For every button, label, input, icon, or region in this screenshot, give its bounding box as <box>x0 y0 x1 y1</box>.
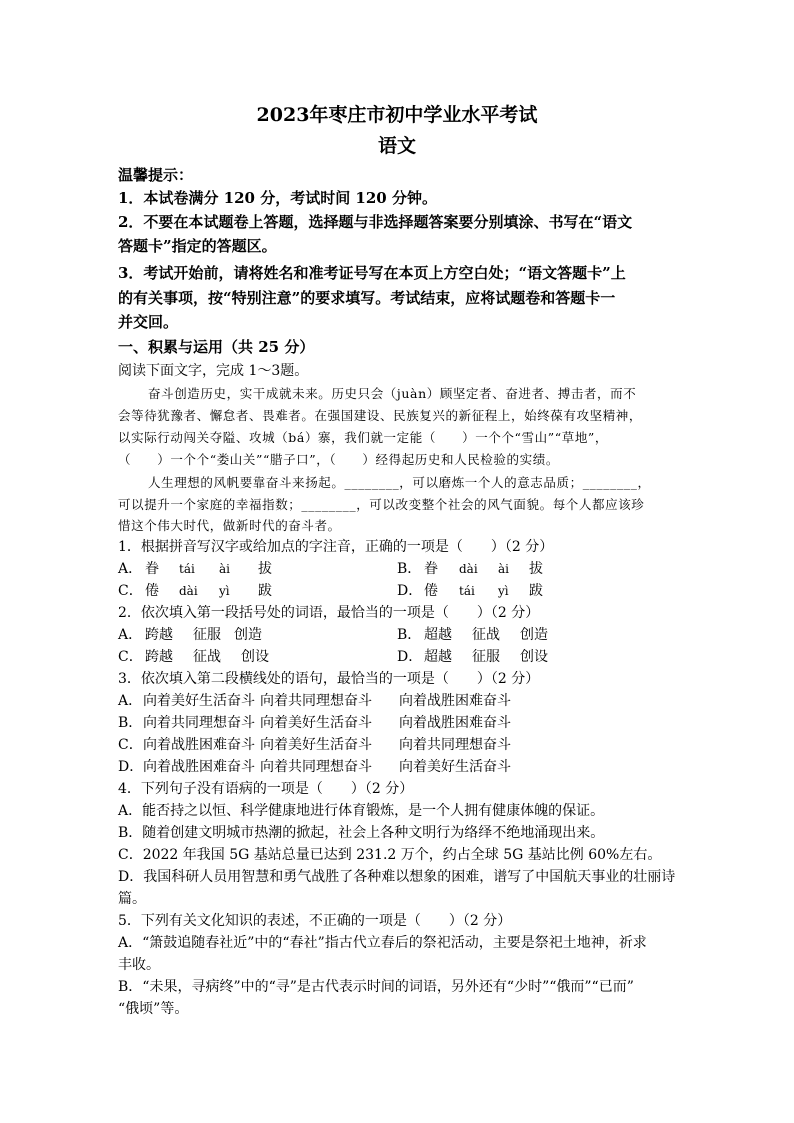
q4-option-a: A．能否持之以恒、科学健康地进行体育锻炼，是一个人拥有健康体魄的保证。 <box>118 803 605 819</box>
q5-option-a-cont: 丰收。 <box>118 957 160 973</box>
tip-line: 的有关事项，按“特别注意”的要求填写。考试结束，应将试题卷和答题卡一 <box>118 289 616 307</box>
reading-intro: 阅读下面文字，完成 1～3题。 <box>118 363 309 379</box>
section-heading: 一、积累与运用（共 25 分） <box>118 338 315 356</box>
q4-option-d-cont: 篇。 <box>118 891 146 907</box>
exam-title: 2023年枣庄市初中学业水平考试 <box>256 104 538 126</box>
passage-line: （ ）一个个“娄山关”“腊子口”，（ ）经得起历史和人民检验的实绩。 <box>118 452 559 467</box>
question-1-stem: 1．根据拼音写汉字或给加点的字注音，正确的一项是（ ）（2 分） <box>118 539 554 555</box>
tip-line: 3．考试开始前，请将姓名和准考证号写在本页上方空白处；“语文答题卡”上 <box>118 264 626 282</box>
tip-line: 2．不要在本试题卷上答题，选择题与非选择题答案要分别填涂、书写在“语文 <box>118 213 633 231</box>
question-2-stem: 2．依次填入第一段括号处的词语，最恰当的一项是（ ）（2 分） <box>118 605 540 621</box>
q5-option-b: B．“未果，寻病终”中的“寻”是古代表示时间的词语，另外还有“少时”“俄而”“已而” <box>118 979 634 995</box>
q4-option-b: B．随着创建文明城市热潮的掀起，社会上各种文明行为络绎不绝地涌现出来。 <box>118 825 605 841</box>
q5-option-a: A．“箫鼓追随春社近”中的“春社”指古代立春后的祭祀活动，主要是祭祀土地神，祈求 <box>118 935 647 951</box>
tips-heading: 温馨提示： <box>118 166 194 184</box>
q4-option-d: D．我国科研人员用智慧和勇气战胜了各种难以想象的困难，谱写了中国航天事业的壮丽诗 <box>118 869 676 885</box>
passage-line: 奋斗创造历史，实干成就未来。历史只会（juàn）顾坚定者、奋进者、搏击者，而不 <box>148 386 637 401</box>
question-3-stem: 3．依次填入第二段横线处的语句，最恰当的一项是（ ）（2 分） <box>118 671 540 687</box>
tip-line: 答题卡”指定的答题区。 <box>118 237 277 255</box>
passage-line: 惜这个伟大时代，做新时代的奋斗者。 <box>118 518 341 533</box>
q4-option-c: C．2022 年我国 5G 基站总量已达到 231.2 万个，约占全球 5G 基站比例 60%左右。 <box>118 847 662 863</box>
exam-page: 2023年枣庄市初中学业水平考试 语文 温馨提示： 1．本试卷满分 120 分，考试时间 120 分钟。 2．不要在本试题卷上答题，选择题与非选择题答案要分别填涂、书写在“语文 答题卡”指定的答题区。 3．考试开始前，请将姓名和准考证号写在本页上方空白处；“语文答题卡”上 的有关事项，按“特别注意”的要求填写。考试结束，应将试题卷和答题卡一 并交回。 一、积累与运用（共 25 分） 阅读下面文字，完成 1～3题。 奋斗创造历史，实干成就未来。历史只会（juàn）顾坚定者、奋进者、搏击者，而不 会等待犹豫者、懈怠者、畏难者。在强国建设、民族复兴的新征程上，始终葆有攻坚精神， 以实际行动闯关夺隘、攻城（bá）寨，我们就一定能（ ）一个个“雪山”“草地”， （ ）一个个“娄山关”“腊子口”，（ ）经得起历史和人民检验的实绩。 人生理想的风帆要靠奋斗来扬起。________，可以磨炼一个人的意志品质；________， 可以提升一个家庭的幸福指数；________，可以改变整个社会的风气面貌。每个人都应该珍 惜这个伟大时代，做新时代的奋斗者。 1．根据拼音写汉字或给加点的字注音，正确的一项是（ ）（2 分） A． 眷 tái ài 拔 B． 眷 dài ài 拔 C． 倦 dài yì 跋 D． 倦 tái yì 跋 2．依次填入第一段括号处的词语，最恰当的一项是（ ）（2 分） A． 跨越 征服 创造 B． 超越 征战 创造 C． 跨越 征战 创设 D． 超越 征服 创设 3．依次填入第二段横线处的语句，最恰当的一项是（ ）（2 分） A． 向着美好生活奋斗 向着共同理想奋斗 向着战胜困难奋斗 B． 向着共同理想奋斗 向着美好生活奋斗 向着战胜困难奋斗 C． 向着战胜困难奋斗 向着美好生活奋斗 向着共同理想奋斗 D． 向着战胜困难奋斗 向着共同理想奋斗 向着美好生活奋斗 4．下列句子没有语病的一项是（ ）（2 分） A．能否持之以恒、科学健康地进行体育锻炼，是一个人拥有健康体魄的保证。 B．随着创建文明城市热潮的掀起，社会上各种文明行为络绎不绝地涌现出来。 C．2022 年我国 5G 基站总量已达到 231.2 万个，约占全球 5G 基站比例 60%左右。 D．我国科研人员用智慧和勇气战胜了各种难以想象的困难，谱写了中国航天事业的壮丽诗 篇。 5．下列有关文化知识的表述，不正确的一项是（ ）（2 分） A．“箫鼓追随春社近”中的“春社”指古代立春后的祭祀活动，主要是祭祀土地神，祈求 丰收。 B．“未果，寻病终”中的“寻”是古代表示时间的词语，另外还有“少时”“俄而”“已而” “俄顷”等。 <box>0 0 794 1123</box>
passage-line: 以实际行动闯关夺隘、攻城（bá）寨，我们就一定能（ ）一个个“雪山”“草地”， <box>118 430 609 445</box>
q5-option-b-cont: “俄顷”等。 <box>118 1001 189 1017</box>
tip-line: 并交回。 <box>118 313 179 331</box>
passage-line: 会等待犹豫者、懈怠者、畏难者。在强国建设、民族复兴的新征程上，始终葆有攻坚精神， <box>118 408 643 423</box>
tip-line: 1．本试卷满分 120 分，考试时间 120 分钟。 <box>118 189 437 207</box>
subject-title: 语文 <box>377 135 416 157</box>
passage-line: 可以提升一个家庭的幸福指数；________，可以改变整个社会的风气面貌。每个人都应该珍 <box>118 497 645 512</box>
passage-line: 人生理想的风帆要靠奋斗来扬起。________，可以磨炼一个人的意志品质；________， <box>148 475 651 490</box>
question-5-stem: 5．下列有关文化知识的表述，不正确的一项是（ ）（2 分） <box>118 913 512 929</box>
question-4-stem: 4．下列句子没有语病的一项是（ ）（2 分） <box>118 781 414 797</box>
